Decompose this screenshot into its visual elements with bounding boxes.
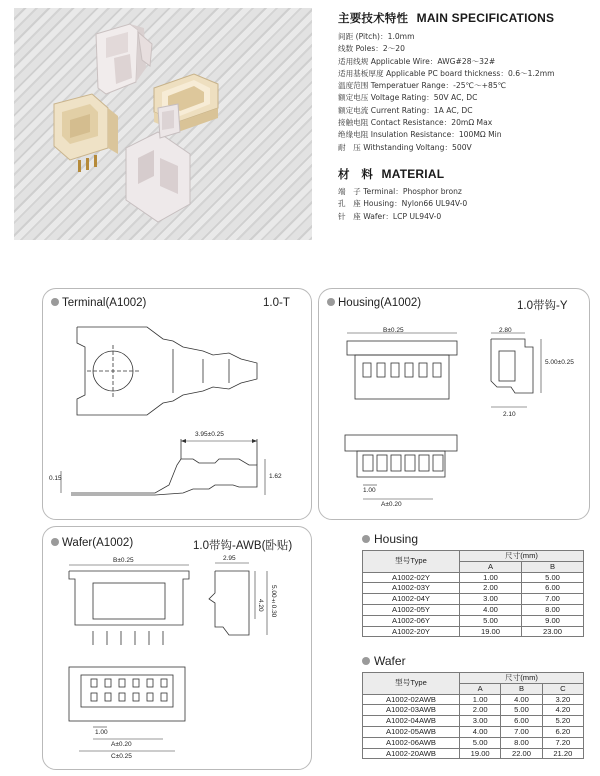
cell-b: 8.00 [522, 604, 584, 615]
cell-b: 6.00 [501, 716, 542, 727]
cell-b: 9.00 [522, 615, 584, 626]
col-c: C [542, 683, 583, 694]
cell-a: 1.00 [460, 694, 501, 705]
specs-title-cn: 主要技术特性 [338, 11, 409, 25]
table-header-row [363, 673, 584, 684]
cell-b: 5.00 [501, 705, 542, 716]
housing-table-title [362, 532, 418, 546]
cell-type: A1002-03AWB [363, 705, 460, 716]
spec-line: 耐 压 Withstanding Voltang：500V [338, 142, 472, 152]
dim-height: 1.62 [269, 473, 282, 480]
table-row [363, 748, 584, 759]
bullet-icon [362, 657, 370, 665]
cell-b: 7.00 [501, 726, 542, 737]
cell-type: A1002-04AWB [363, 716, 460, 727]
cell-a: 3.00 [460, 716, 501, 727]
cell-type: A1002-20Y [363, 626, 460, 637]
cell-type: A1002-06Y [363, 615, 460, 626]
table-row [363, 615, 584, 626]
cell-b: 23.00 [522, 626, 584, 637]
table-row [363, 594, 584, 605]
dim-width: 2.80 [499, 327, 512, 334]
dim-b: B±0.25 [383, 327, 404, 334]
dim-width: 2.95 [223, 555, 236, 562]
table-row [363, 604, 584, 615]
housing-panel [318, 288, 590, 520]
cell-a: 4.00 [460, 726, 501, 737]
specs-title-en: MAIN SPECIFICATIONS [416, 11, 555, 25]
col-a: A [460, 683, 501, 694]
table-row [363, 583, 584, 594]
material-list [338, 186, 467, 223]
cell-b: 4.00 [501, 694, 542, 705]
table-header-row [363, 551, 584, 562]
terminal-panel [42, 288, 312, 520]
cell-a: 5.00 [460, 737, 501, 748]
material-title [338, 166, 444, 182]
wafer-table-title-text: Wafer [374, 654, 406, 668]
material-title-en: MATERIAL [381, 167, 445, 181]
dim-b: B±0.25 [113, 557, 134, 564]
table-row [363, 716, 584, 727]
col-type: 型号Type [363, 673, 460, 695]
material-title-cn: 材 料 [338, 167, 374, 181]
cell-type: A1002-06AWB [363, 737, 460, 748]
cell-c: 7.20 [542, 737, 583, 748]
col-b: B [501, 683, 542, 694]
cell-type: A1002-05AWB [363, 726, 460, 737]
terminal-code: 1.0-T [263, 297, 290, 309]
specs-list [338, 31, 555, 154]
specs-title [338, 10, 554, 26]
cell-type: A1002-04Y [363, 594, 460, 605]
product-photo [14, 8, 312, 240]
dim-length: 3.95±0.25 [195, 431, 224, 438]
cell-a: 5.00 [460, 615, 522, 626]
col-size: 尺寸(mm) [460, 551, 584, 562]
dim-c: C±0.25 [111, 753, 132, 760]
cell-b: 6.00 [522, 583, 584, 594]
cell-a: 3.00 [460, 594, 522, 605]
dim-a: A±0.20 [111, 741, 132, 748]
dim-height-2: 5.00±0.30 [270, 585, 277, 618]
cell-c: 4.20 [542, 705, 583, 716]
spec-line: 额定电压 Voltage Rating：50V AC, DC [338, 93, 478, 103]
wafer-code: 1.0带钩-AWB(卧贴) [193, 540, 293, 552]
material-line: 针 座 Wafer：LCP UL94V-0 [338, 211, 442, 221]
cell-c: 5.20 [542, 716, 583, 727]
cell-b: 22.00 [501, 748, 542, 759]
spec-line: 适用线规 Applicable Wire：AWG#28～32# [338, 56, 496, 66]
cell-a: 2.00 [460, 583, 522, 594]
cell-a: 2.00 [460, 705, 501, 716]
spec-line: 间距 (Pitch)：1.0mm [338, 32, 415, 41]
cell-b: 8.00 [501, 737, 542, 748]
table-row [363, 694, 584, 705]
spec-line: 额定电流 Current Rating：1A AC, DC [338, 105, 473, 115]
cell-type: A1002-05Y [363, 604, 460, 615]
col-size: 尺寸(mm) [460, 673, 584, 684]
cell-c: 6.20 [542, 726, 583, 737]
wafer-drawing [43, 527, 311, 769]
housing-table-title-text: Housing [374, 532, 419, 546]
dim-a: A±0.20 [381, 501, 402, 508]
wafer-table [362, 672, 584, 759]
table-row [363, 705, 584, 716]
housing-drawing [319, 289, 589, 519]
wafer-table-title [362, 654, 406, 668]
housing-title-text: Housing(A1002) [338, 297, 422, 309]
table-row [363, 626, 584, 637]
spec-line: 适用基板厚度 Applicable PC board thickness：0.6～1.2mm [338, 68, 555, 78]
cell-type: A1002-02AWB [363, 694, 460, 705]
dim-depth: 2.10 [503, 411, 516, 418]
terminal-title-text: Terminal(A1002) [62, 297, 147, 309]
cell-type: A1002-02Y [363, 572, 460, 583]
housing-code: 1.0带钩-Y [517, 300, 568, 312]
cell-c: 21.20 [542, 748, 583, 759]
material-line: 端 子 Terminal：Phosphor bronz [338, 187, 462, 196]
photo-housing-part [96, 24, 152, 94]
cell-c: 3.20 [542, 694, 583, 705]
dim-thickness: 0.15 [49, 475, 62, 482]
dim-pitch: 1.00 [95, 729, 108, 736]
spec-line: 温度范围 Temperatuer Range：-25℃～+85℃ [338, 81, 507, 91]
wafer-title-text: Wafer(A1002) [62, 537, 134, 549]
bullet-icon [362, 535, 370, 543]
table-row [363, 726, 584, 737]
table-row [363, 572, 584, 583]
col-type: 型号Type [363, 551, 460, 573]
spec-line: 接触电阻 Contact Resistance：20mΩ Max [338, 118, 493, 128]
cell-a: 19.00 [460, 748, 501, 759]
cell-b: 7.00 [522, 594, 584, 605]
photo-wafer-connector [54, 94, 118, 172]
wafer-panel [42, 526, 312, 770]
cell-a: 19.00 [460, 626, 522, 637]
cell-type: A1002-03Y [363, 583, 460, 594]
spec-line: 线数 Poles：2～20 [338, 44, 405, 54]
cell-a: 4.00 [460, 604, 522, 615]
table-row [363, 737, 584, 748]
spec-line: 绝缘电阻 Insulation Resistance：100MΩ Min [338, 130, 502, 140]
terminal-drawing [43, 289, 311, 519]
dim-height-1: 4.20 [257, 599, 264, 612]
cell-a: 1.00 [460, 572, 522, 583]
col-b: B [522, 561, 584, 572]
cell-b: 5.00 [522, 572, 584, 583]
cell-type: A1002-20AWB [363, 748, 460, 759]
dim-height: 5.00±0.25 [545, 359, 574, 366]
col-a: A [460, 561, 522, 572]
housing-table [362, 550, 584, 637]
dim-pitch: 1.00 [363, 487, 376, 494]
material-line: 孔 座 Housing：Nylon66 UL94V-0 [338, 199, 468, 209]
